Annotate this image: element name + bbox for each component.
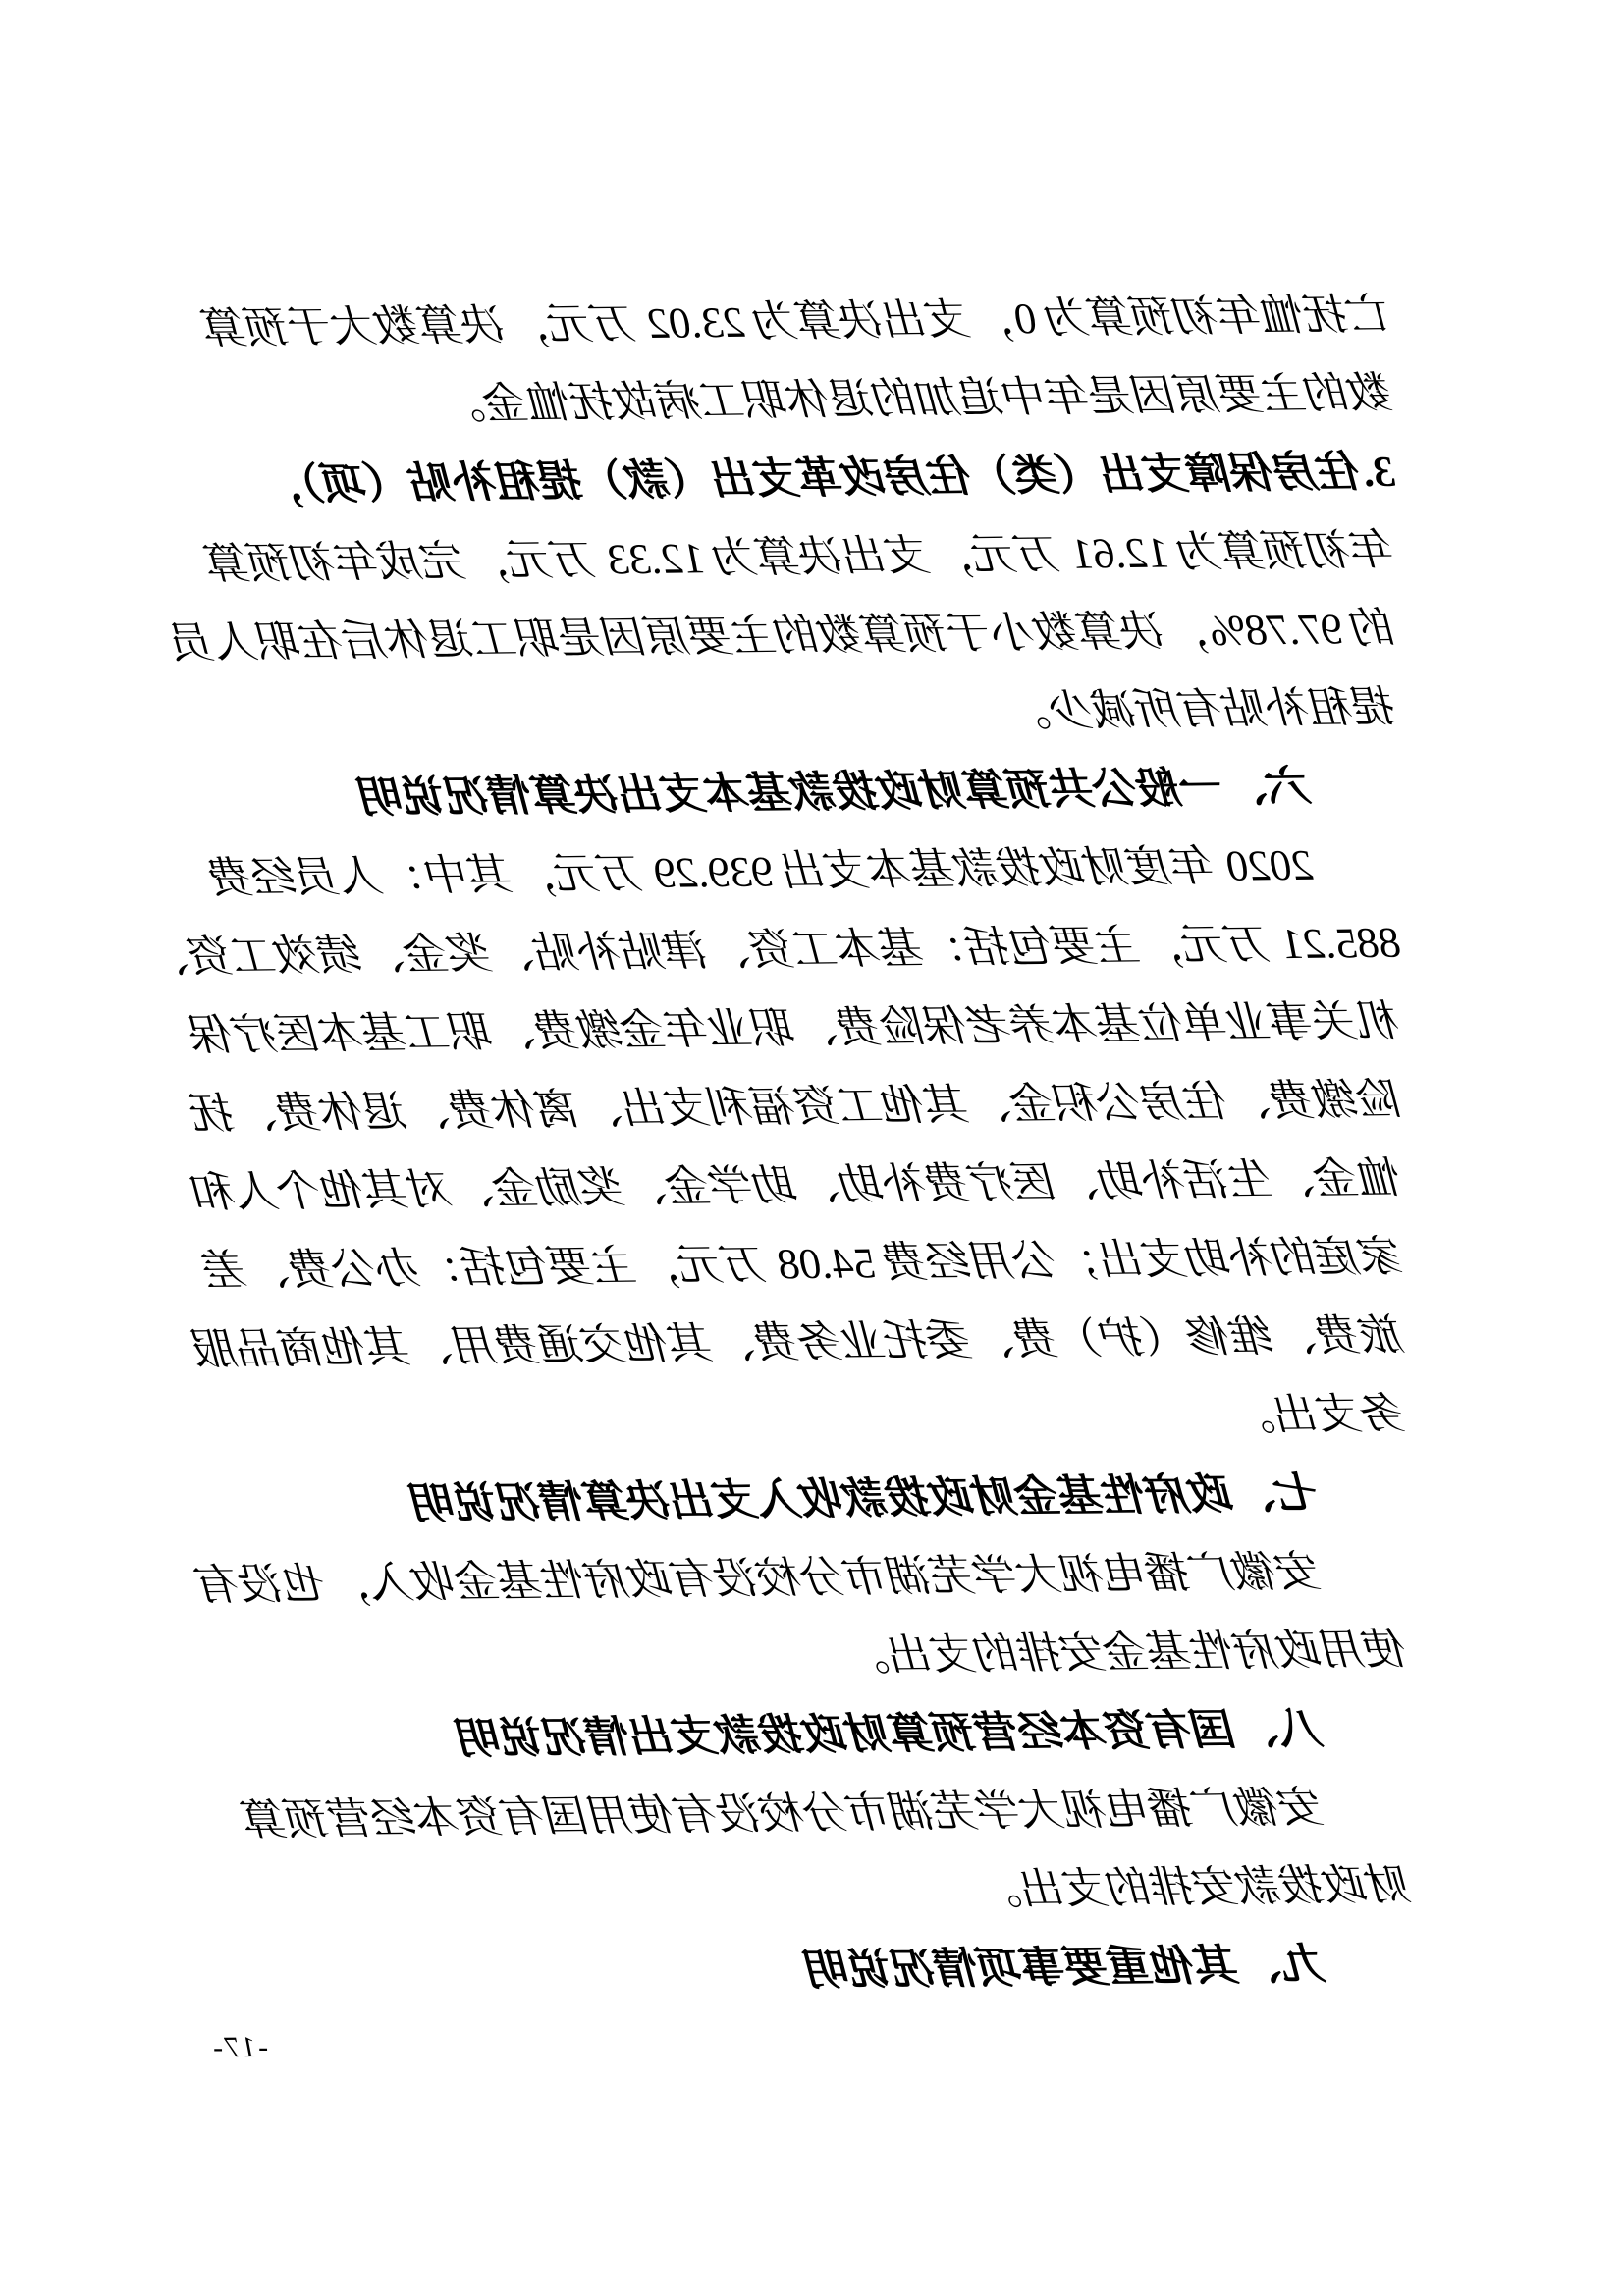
text-line: 旅费、维修（护）费、委托业务费、其他交通费用、其他商品服 — [195, 1310, 1406, 1374]
text-line: 数的主要原因是年中追加的退休职工病故抚恤金。 — [443, 368, 1394, 429]
text-line: 险缴费、住房公积金、其他工资福利支出、离休费、退休费、抚 — [192, 1075, 1403, 1139]
text-line: 务支出。 — [1233, 1389, 1407, 1440]
text-line: 安徽广播电视大学芜湖市分校没有使用国有资本经营预算 — [244, 1783, 1326, 1845]
text-line: 财政拨款安排的支出。 — [979, 1860, 1413, 1914]
text-line: 提租补贴有所减少。 — [1008, 682, 1398, 736]
text-line: 年初预算为 12.61 万元，支出决算为 12.33 万元，完成年初预算 — [207, 525, 1396, 589]
page-number: -17- — [210, 2030, 269, 2064]
text-block — [147, 276, 1413, 2018]
heading-line: 七、政府性基金财政拨款收入支出决算情况说明 — [413, 1468, 1322, 1528]
text-line: 使用政府性基金安排的支出。 — [847, 1625, 1410, 1681]
heading-line: 3.住房保障支出（类）住房改革支出（款）提租补贴（项）， — [260, 447, 1395, 509]
heading-line: 六、一般公共预算财政拨款基本支出决算情况说明 — [361, 762, 1313, 823]
text-line: 安徽广播电视大学芜湖市分校没有政府性基金收入，也没有 — [198, 1547, 1323, 1610]
text-line: 的 97.78%，决算数小于预算数的主要原因是职工退休后在职人员 — [172, 604, 1397, 667]
text-line: 885.21 万元，主要包括：基本工资、津贴补贴、奖金、绩效工资、 — [147, 918, 1401, 983]
heading-line: 九、其他重要事项情况说明 — [807, 1940, 1327, 1996]
heading-line: 八、国有资本经营预算财政拨款支出情况说明 — [460, 1704, 1325, 1764]
text-line: 恤金、生活补助、医疗费补助、助学金、奖励金、对其他个人和 — [193, 1153, 1404, 1217]
text-line: 家庭的补助支出；公用经费 54.08 万元，主要包括：办公费、差 — [205, 1232, 1405, 1296]
text-line: 机关事业单位基本养老保险费、职业年金缴费、职工基本医疗保 — [191, 996, 1402, 1060]
text-line: 2020 年度财政拨款基本支出 939.29 万元，其中：人员经费 — [211, 840, 1314, 903]
text-line: 亡抚恤年初预算为 0，支出决算为 23.02 万元，决算数大于预算 — [204, 290, 1393, 353]
